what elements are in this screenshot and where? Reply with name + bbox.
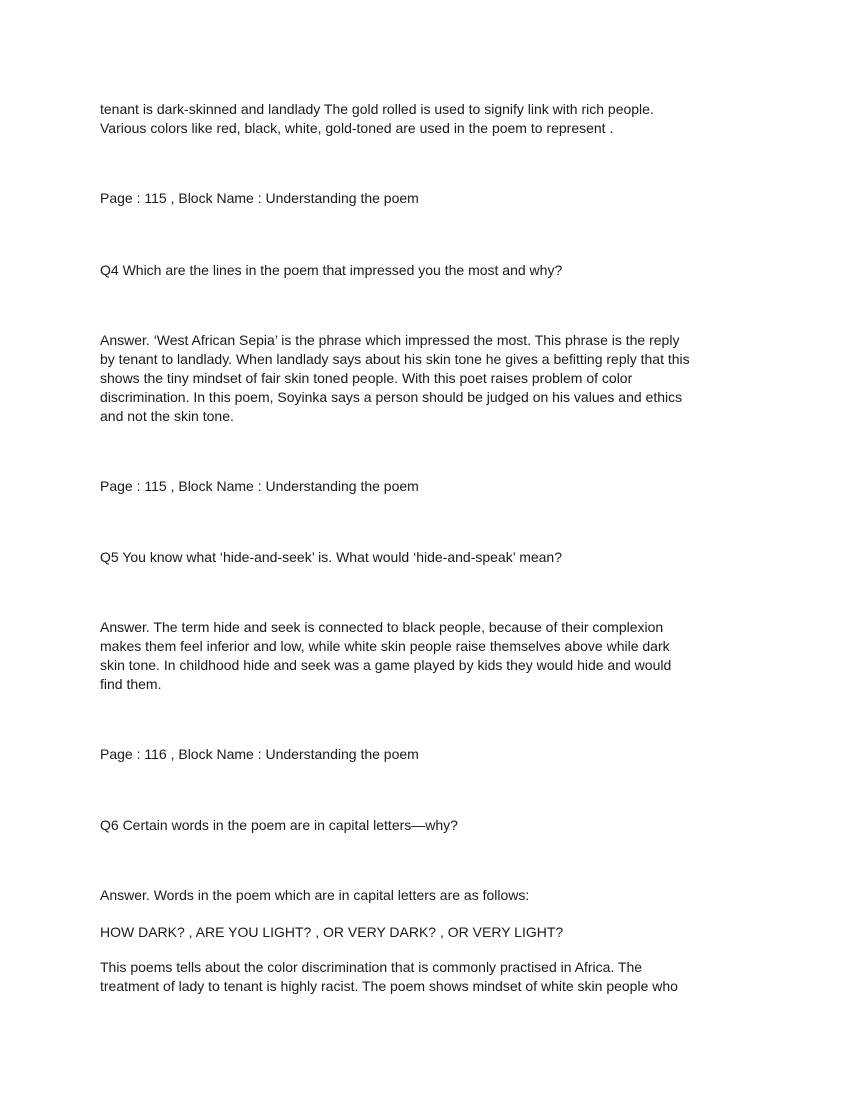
- answer-line: discrimination. In this poem, Soyinka says a person should be judged on his values and ethics: [100, 389, 683, 405]
- answer-line: makes them feel inferior and low, while white skin people raise themselves above while dark: [100, 638, 670, 654]
- answer-line: This poems tells about the color discrimination that is commonly practised in Africa. The: [100, 959, 643, 975]
- intro-line: tenant is dark-skinned and landlady The gold rolled is used to signify link with rich people.: [100, 101, 654, 117]
- page-reference: Page : 116 , Block Name : Understanding the poem: [100, 746, 419, 762]
- page-reference: Page : 115 , Block Name : Understanding the poem: [100, 478, 419, 494]
- intro-paragraph: [100, 100, 760, 138]
- question-q6: Q6 Certain words in the poem are in capital letters—why?: [100, 817, 458, 833]
- answer-line: skin tone. In childhood hide and seek was a game played by kids they would hide and would: [100, 657, 672, 673]
- answer-q4: [100, 331, 760, 426]
- answer-line: find them.: [100, 676, 162, 692]
- answer-line: shows the tiny mindset of fair skin toned people. With this poet raises problem of color: [100, 370, 633, 386]
- page-reference: Page : 115 , Block Name : Understanding the poem: [100, 190, 419, 206]
- answer-line: and not the skin tone.: [100, 408, 234, 424]
- answer-line: treatment of lady to tenant is highly racist. The poem shows mindset of white skin people who: [100, 978, 678, 994]
- answer-line: by tenant to landlady. When landlady says about his skin tone he gives a befitting reply that this: [100, 351, 690, 367]
- answer-line: Answer. The term hide and seek is connected to black people, because of their complexion: [100, 619, 664, 635]
- question-q5: Q5 You know what ‘hide-and-seek’ is. What would ‘hide-and-speak’ mean?: [100, 549, 563, 565]
- answer-q6: [100, 958, 760, 996]
- answer-q6-intro: Answer. Words in the poem which are in capital letters are as follows:: [100, 887, 530, 903]
- capital-words-list: HOW DARK? , ARE YOU LIGHT? , OR VERY DARK? , OR VERY LIGHT?: [100, 924, 564, 940]
- question-q4: Q4 Which are the lines in the poem that impressed you the most and why?: [100, 262, 563, 278]
- intro-line: Various colors like red, black, white, gold-toned are used in the poem to represent .: [100, 120, 614, 136]
- answer-q5: [100, 618, 760, 694]
- answer-line: Answer. ‘West African Sepia’ is the phrase which impressed the most. This phrase is the reply: [100, 332, 680, 348]
